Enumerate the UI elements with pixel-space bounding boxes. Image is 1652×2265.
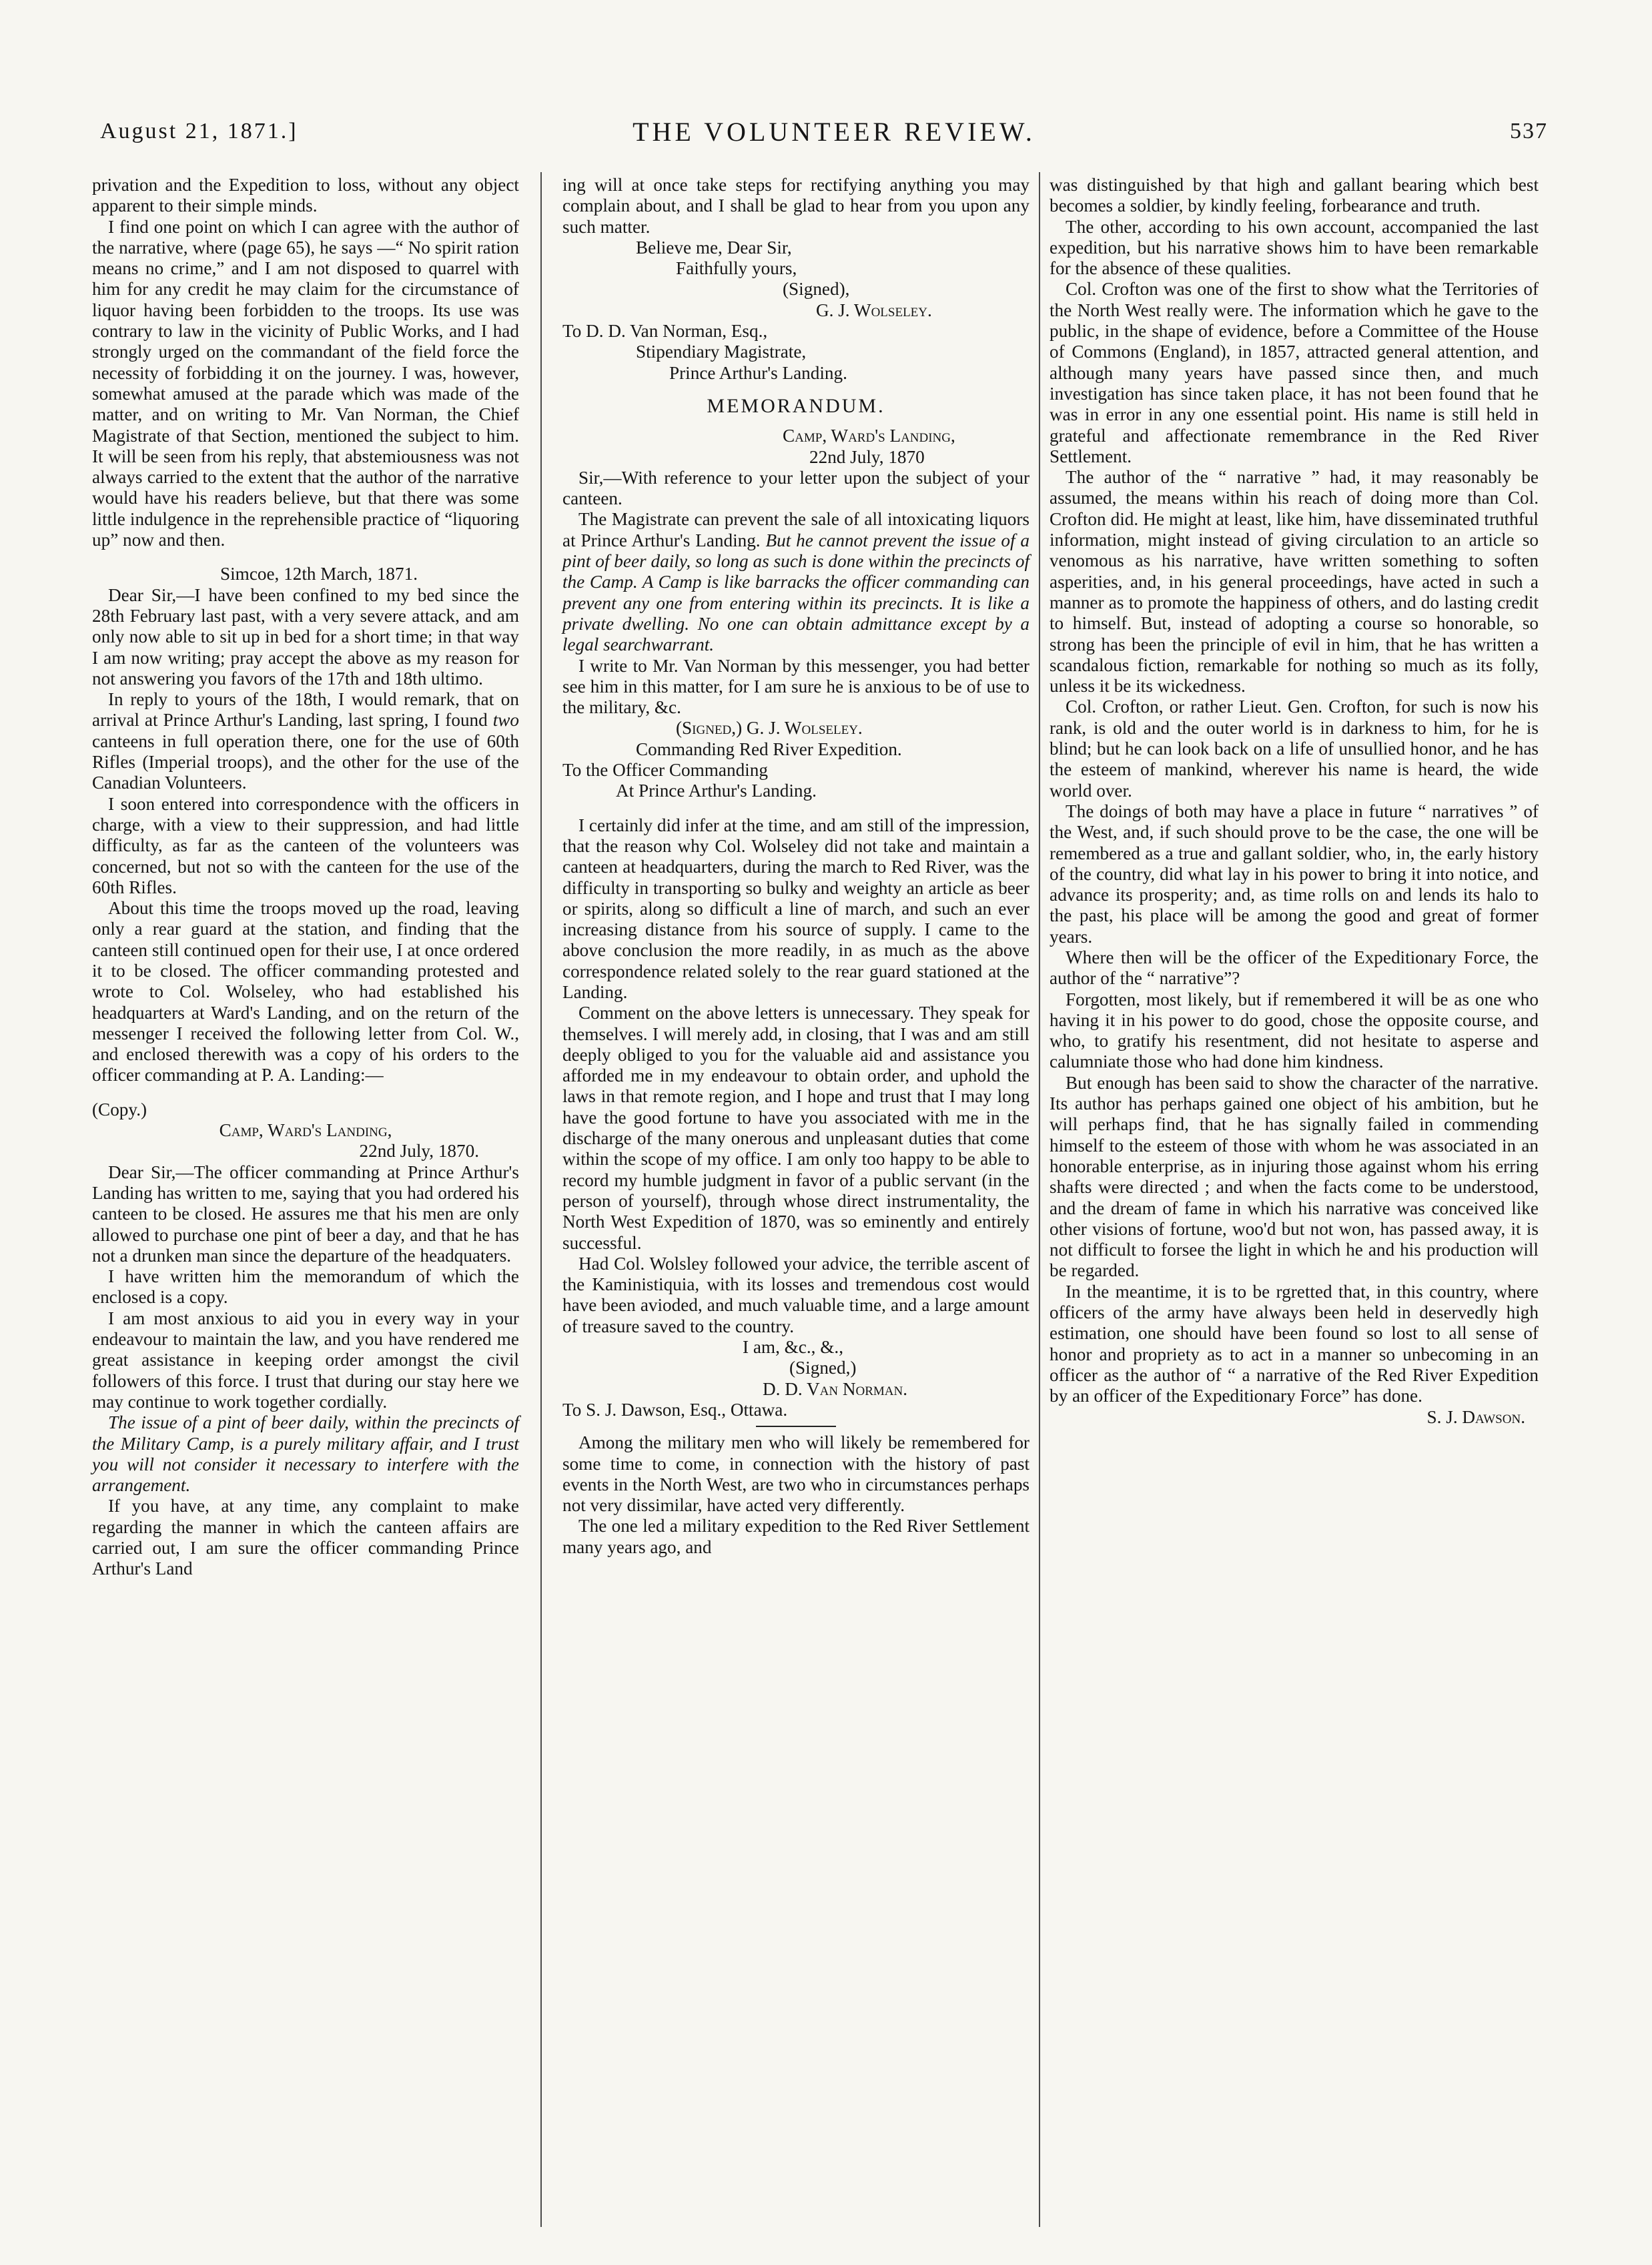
paragraph: In the meantime, it is to be rgretted that, in this country, where officers of the army have always been held in deservedly high estimation, one should have been found so lost to all sense of honor and propriety as to act in a manner so unbecoming in an officer as the author of “ a narrative of the Red River Expedition by an officer of the Expeditionary Force” has done. [1050,1281,1539,1406]
letter-closing: I am, &c., &., [743,1337,844,1358]
copy-label: (Copy.) [92,1099,147,1119]
addressee: To S. J. Dawson, Esq., Ottawa. [562,1399,788,1420]
separator-rule [756,1426,836,1427]
column-3 [1050,175,1539,1428]
addressee: At Prince Arthur's Landing. [616,781,817,801]
memo-date: 22nd July, 1870 [809,446,925,467]
issue-date: August 21, 1871.] [100,119,298,143]
letter-dateline: Simcoe, 12th March, 1871. [220,564,418,584]
masthead [100,119,1568,159]
letter-closing: Faithfully yours, [676,258,797,279]
paragraph: I am most anxious to aid you in every way in your endeavour to maintain the law, and you have rendered me great assistance in keeping order amongst the civil followers of this force. I trust that during our stay here we may continue to work together cordially. [92,1308,519,1412]
paragraph: I certainly did infer at the time, and am still of the impression, that the reason why Col. Wolseley did not take and maintain a canteen at headquarters, during the march to Red River, was the difficulty in transporting so bulky and weighty an article as beer or spirits, along so difficult a line of march, and such an ever increasing distance from his source of supply. I came to the above conclusion the more readily, in as much as the above correspondence related solely to the rear guard stationed at the Landing. [562,815,1029,1002]
column-1 [92,175,519,1580]
memo-dateline: Camp, Ward's Landing, [783,426,955,446]
signature: (Signed,) G. J. Wolseley. [676,718,863,739]
publication-title: THE VOLUNTEER REVIEW. [633,117,1036,147]
paragraph: I find one point on which I can agree with the author of the narrative, where (page 65), he says —“ No spirit ration means no crime,” and I am not disposed to quarrel with him for any credit he may claim for the circumstance of liquor having been forbidden to the troops. Its use was contrary to law in the vicinity of Public Works, and I had strongly urged on the commandant of the field force the necessity of forbidding it on the journey. I was, however, somewhat amused at the parade which was made of the matter, and on writing to Mr. Van Norman, the Chief Magistrate of that Section, mentioned the subject to him. It will be seen from his reply, that abstemiousness was not always carried to the extent that the author of the narrative would have his readers believe, but that there was some little indulgence in the reprehensible practice of “liquoring up” now and then. [92,216,519,550]
paragraph: Dear Sir,—I have been confined to my bed since the 28th February last past, with a very severe attack, and am only now able to sit up in bed for a short time; in that way I am now writing; pray accept the above as my reason for not answering you favors of the 17th and 18th ultimo. [92,584,519,689]
page-number: 537 [1510,119,1548,143]
signature-title: Commanding Red River Expedition. [636,739,902,759]
paragraph: Col. Crofton, or rather Lieut. Gen. Crofton, for such is now his rank, is old and the outer world is in darkness to him, for he is blind; but he can look back on a life of unsullied honor, and he has the esteem of mankind, wherever his name is heard, the wide world over. [1050,697,1539,801]
paragraph: The issue of a pint of beer daily, within the precincts of the Military Camp, is a purely military affair, and I trust you will not consider it necessary to interfere with the arrangement. [92,1412,519,1496]
paragraph: privation and the Expedition to loss, without any object apparent to their simple minds. [92,175,519,216]
paragraph: Among the military men who will likely be remembered for some time to come, in connection with the history of past events in the North West, are two who in circumstances perhaps not very dissimilar, have acted very differently. [562,1432,1029,1516]
paragraph: In reply to yours of the 18th, I would remark, that on arrival at Prince Arthur's Landing, last spring, I found two canteens in full operation there, one for the use of 60th Rifles (Imperial troops), and the other for the use of the Canadian Volunteers. [92,689,519,793]
paragraph: I write to Mr. Van Norman by this messenger, you had better see him in this matter, for I am sure he is anxious to be of use to the military, &c. [562,655,1029,718]
paragraph: If you have, at any time, any complaint to make regarding the manner in which the canteen affairs are carried out, I am sure the officer commanding Prince Arthur's Land [92,1496,519,1579]
paragraph: But enough has been said to show the character of the narrative. Its author has perhaps gained one object of his ambition, but he will perhaps find, that he has signally failed in commending himself to the esteem of those with whom he was associated in an honorable enterprise, as in injuring those against whom his erring shafts were directed ; and when the facts come to be understood, and the dream of fame in which his narrative was conceived like other visions of fortune, woo'd but not won, has passed away, it is not difficult to forsee the light in which he and his production will be regarded. [1050,1072,1539,1281]
paragraph: The Magistrate can prevent the sale of all intoxicating liquors at Prince Arthur's Landing. But he cannot prevent the issue of a pint of beer daily, so long as such is done within the precincts of the Camp. A Camp is like barracks the officer commanding can prevent any one from entering within its precincts. It is like a private dwelling. No one can obtain admittance except by a legal searchwarrant. [562,509,1029,655]
addressee: To D. D. Van Norman, Esq., [562,321,768,342]
letter-dateline: Camp, Ward's Landing, [219,1120,392,1141]
paragraph: The author of the “ narrative ” had, it may reasonably be assumed, the means within his reach of doing more than Col. Crofton did. He might at least, like him, have disseminated truthful information, might instead of giving circulation to an article so venomous as his narrative, have written something to soften asperities, and, in his general proceedings, have acted in such a manner as to promote the happiness of others, and do lasting credit to himself. But, instead of adopting a course so honorable, so strong has been the principle of evil in him, that he has written a scandalous fiction, remarkable for nothing so much as its folly, unless it be its wickedness. [1050,467,1539,697]
paragraph: Forgotten, most likely, but if remembered it will be as one who having it in his power to do good, chose the opposite course, and who, to gratify his resentment, did not hesitate to asperse and calumniate those who had done him kindness. [1050,989,1539,1072]
paragraph: The one led a military expedition to the Red River Settlement many years ago, and [562,1516,1029,1557]
paragraph: About this time the troops moved up the road, leaving only a rear guard at the station, and finding that the canteen still continued open for their use, I at once ordered it to be closed. The officer commanding protested and wrote to Col. Wolseley, who had established his headquarters at Ward's Landing, and on the return of the messenger I received the following letter from Col. W., and enclosed therewith was a copy of his orders to the officer commanding at P. A. Landing:— [92,898,519,1085]
signature: D. D. Van Norman. [763,1378,907,1399]
signature: S. J. Dawson. [1426,1406,1525,1427]
paragraph: I have written him the memorandum of which the enclosed is a copy. [92,1266,519,1308]
paragraph: I soon entered into correspondence with the officers in charge, with a view to their suppression, and had little difficulty, as far as the canteen of the volunteers was concerned, but not so with the canteen for the use of the 60th Rifles. [92,793,519,897]
paragraph: Where then will be the officer of the Expeditionary Force, the author of the “ narrative”? [1050,947,1539,989]
column-rule [1039,172,1040,2227]
section-heading: MEMORANDUM. [707,394,885,417]
column-rule [540,172,542,2227]
addressee: Prince Arthur's Landing. [669,362,847,383]
paragraph: Col. Crofton was one of the first to show what the Territories of the North West really were. The information which he gave to the public, in the shape of evidence, before a Committee of the House of Commons (England), in 1857, attracted general attention, and although many years have passed since then, and much investigation has since taken place, it has not been found that he was in error in any one essential point. His name is still held in grateful and affectionate remembrance in the Red River Settlement. [1050,279,1539,466]
letter-closing: Believe me, Dear Sir, [636,237,792,258]
paragraph: Dear Sir,—The officer commanding at Prince Arthur's Landing has written to me, saying that you had ordered his canteen to be closed. He assures me that his men are only allowed to purchase one pint of beer a day, and that he has not a drunken man since the departure of the headquaters. [92,1162,519,1266]
paragraph: The doings of both may have a place in future “ narratives ” of the West, and, if such should prove to be the case, the one will be remembered as a true and gallant soldier, who, in, the early history of the country, did what lay in his power to bring it into notice, and advance its prosperity; and, as time rolls on and lends its halo to the past, his place will be among the good and great of former years. [1050,801,1539,947]
addressee: Stipendiary Magistrate, [636,342,807,362]
letter-date: 22nd July, 1870. [359,1141,479,1162]
paragraph: The other, according to his own account, accompanied the last expedition, but his narrative shows him to have been remarkable for the absence of these qualities. [1050,216,1539,279]
paragraph: was distinguished by that high and gallant bearing which best becomes a soldier, by kindly feeling, forbearance and truth. [1050,175,1539,216]
letter-closing: (Signed,) [789,1358,857,1378]
paragraph: Comment on the above letters is unnecessary. They speak for themselves. I will merely add, in closing, that I was and am still deeply obliged to you for the valuable aid and assistance you afforded me in my endeavour to obtain order, and uphold the laws in that remote region, and I hope and trust that I may long have the good fortune to have you associated with me in the discharge of the many onerous and unpleasant duties that come within the scope of my office. I am only too happy to be able to record my humble judgment in favor of a public servant (in the person of yourself), through whose direct instrumentality, the North West Expedition of 1870, was so eminently and entirely successful. [562,1003,1029,1253]
paragraph: Had Col. Wolsley followed your advice, the terrible ascent of the Kaministiquia, with its losses and tremendous cost would have been avioded, and much valuable time, and a large amount of treasure saved to the country. [562,1253,1029,1336]
paragraph: Sir,—With reference to your letter upon the subject of your canteen. [562,467,1029,509]
letter-closing: (Signed), [783,279,850,300]
addressee: To the Officer Commanding [562,760,768,781]
signature: G. J. Wolseley. [816,300,932,320]
paragraph: ing will at once take steps for rectifying anything you may complain about, and I shall be glad to hear from you upon any such matter. [562,175,1029,237]
column-2 [562,175,1029,1558]
